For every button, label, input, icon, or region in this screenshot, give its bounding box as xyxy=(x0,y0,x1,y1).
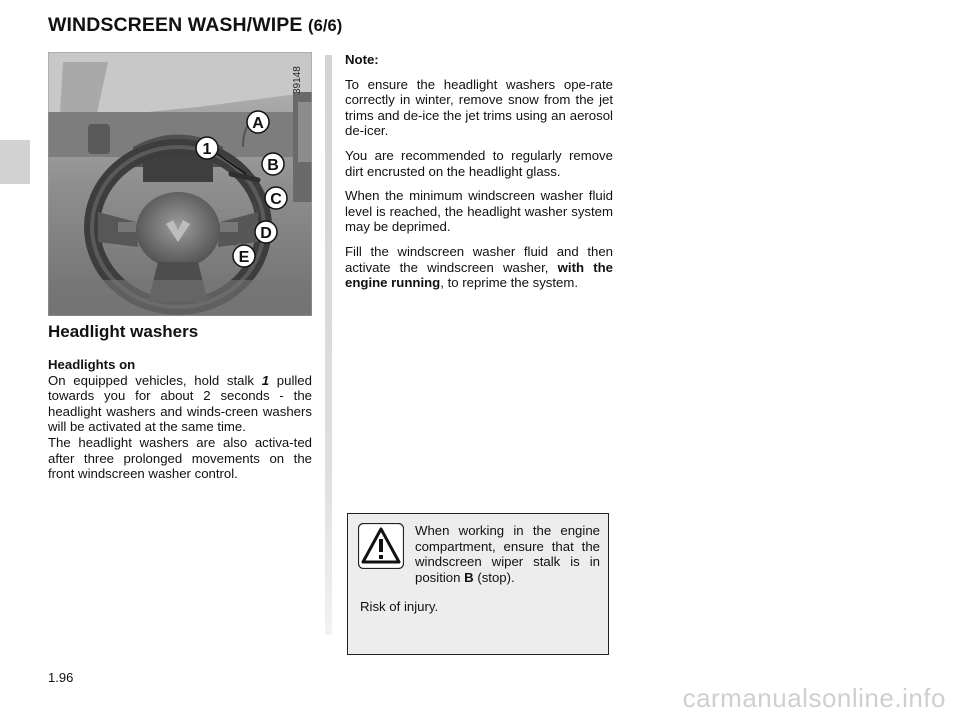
subheading: Headlights on xyxy=(48,357,136,372)
callout-e-label: E xyxy=(238,249,250,266)
callout-b xyxy=(262,153,284,175)
stalk-reference: 1 xyxy=(261,372,270,388)
warning-box xyxy=(347,513,609,655)
note-paragraph-2: You are recommended to regularly remove dirt encrusted on the headlight glass. xyxy=(345,147,613,179)
note-paragraph-3: When the minimum windscreen washer fluid level is reached, the headlight washer system may be deprimed. xyxy=(345,188,613,235)
note-p4-text-end: , to reprime the system. xyxy=(440,275,579,291)
instruction-text: On equipped vehicles, hold stalk xyxy=(48,372,262,388)
note-p4-bold: with the engine running xyxy=(345,259,613,291)
activation-paragraph: The headlight washers are also activa-ted after three prolonged movements on the front windscreen washer control. xyxy=(48,434,312,482)
callout-d-label: D xyxy=(260,225,272,242)
note-column xyxy=(345,52,613,300)
warning-text xyxy=(415,523,600,585)
warning-triangle-icon xyxy=(358,523,404,569)
callout-a-label: A xyxy=(252,115,264,132)
callout-1-label: 1 xyxy=(202,141,212,158)
callout-a xyxy=(247,111,269,133)
instruction-paragraph xyxy=(48,373,312,435)
warning-text-main: When working in the engine compartment, ensure that the windscreen wiper stalk is in position xyxy=(415,523,600,585)
callout-c-label: C xyxy=(270,191,282,208)
callout-b-label: B xyxy=(267,157,279,174)
figure-ref-code: 39148 xyxy=(292,66,303,94)
instruction-text-cont: pulled towards you for about 2 seconds - the headlight washers and winds-creen washers will be activated at the same time. xyxy=(48,372,312,435)
callout-1 xyxy=(196,137,218,159)
warning-text-end: (stop). xyxy=(473,569,515,585)
page-title-text: WINDSCREEN WASH/WIPE xyxy=(48,14,303,36)
callout-c xyxy=(265,187,287,209)
section-side-tab xyxy=(0,140,30,184)
page-number: 1.96 xyxy=(48,670,74,685)
note-label: Note: xyxy=(345,52,379,67)
warning-position: B xyxy=(464,569,474,585)
note-paragraph-4 xyxy=(345,244,613,291)
section-heading: Headlight washers xyxy=(48,322,199,341)
page-title xyxy=(48,14,342,37)
page-title-suffix: (6/6) xyxy=(307,17,343,35)
steering-wheel-illustration xyxy=(48,52,312,316)
watermark: carmanualsonline.info xyxy=(682,683,946,713)
callout-e xyxy=(233,245,255,267)
note-paragraph-1: To ensure the headlight washers ope-rate correctly in winter, remove snow from the jet trims and de-ice the jet trims using an aerosol de-icer. xyxy=(345,76,613,139)
callout-d xyxy=(255,221,277,243)
column-divider xyxy=(325,55,332,635)
warning-risk: Risk of injury. xyxy=(360,599,439,614)
note-p4-text: Fill the windscreen washer fluid and then activate the windscreen washer, xyxy=(345,243,613,275)
left-body xyxy=(48,357,312,482)
